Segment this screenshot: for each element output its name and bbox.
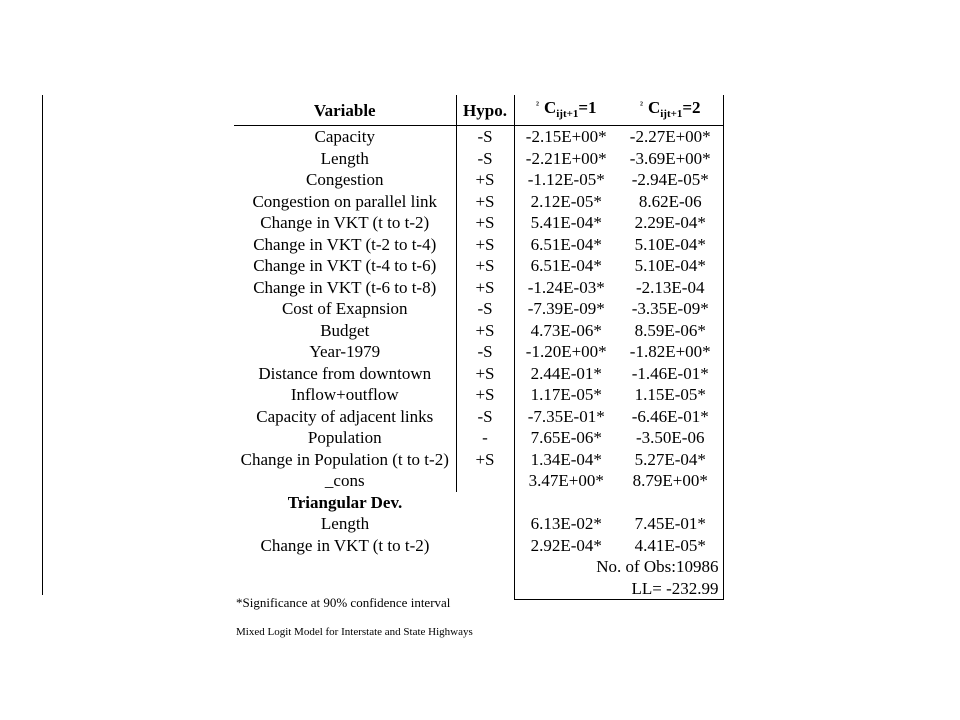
triangular-hypo xyxy=(456,513,514,535)
header-hypo: Hypo. xyxy=(456,95,514,126)
hypo-cell: +S xyxy=(456,191,514,213)
table-row xyxy=(234,148,723,170)
coef-1-cell: 1.34E-04* xyxy=(514,449,618,471)
variable-cell: Congestion xyxy=(306,170,384,190)
log-likelihood: LL= -232.99 xyxy=(514,578,723,600)
hypo-cell: +S xyxy=(456,255,514,277)
hypo-cell: -S xyxy=(456,298,514,320)
table-row xyxy=(234,427,723,449)
header-variable: Variable xyxy=(234,95,456,126)
coef-1-cell: -7.35E-01* xyxy=(514,406,618,428)
header-model-2-sub: ijt+1 xyxy=(660,108,683,120)
variable-cell: Year-1979 xyxy=(309,342,381,362)
coef-1-cell: 6.51E-04* xyxy=(514,234,618,256)
coef-1-cell: 7.65E-06* xyxy=(514,427,618,449)
table-body xyxy=(234,126,723,492)
table-row xyxy=(234,234,723,256)
hypo-cell: +S xyxy=(456,169,514,191)
coef-2-cell: 8.79E+00* xyxy=(618,470,723,492)
triangular-heading: Triangular Dev. xyxy=(287,492,403,512)
coef-1-cell: 6.51E-04* xyxy=(514,255,618,277)
coef-2-cell: -3.69E+00* xyxy=(618,148,723,170)
ll-blank-hypo xyxy=(456,578,514,600)
table-row xyxy=(234,277,723,299)
table-row xyxy=(234,191,723,213)
table-header-row xyxy=(234,95,723,126)
hypo-cell: -S xyxy=(456,148,514,170)
variable-cell: Cost of Exapnsion xyxy=(281,299,408,319)
hypo-cell: +S xyxy=(456,234,514,256)
variable-cell: Distance from downtown xyxy=(258,363,432,383)
triangular-coef-2: 7.45E-01* xyxy=(618,513,723,535)
coef-1-cell: 3.47E+00* xyxy=(514,470,618,492)
coef-2-cell: 1.15E-05* xyxy=(618,384,723,406)
coef-2-cell: -2.27E+00* xyxy=(618,126,723,148)
variable-cell: Change in Population (t to t-2) xyxy=(240,449,449,469)
triangular-heading-c2 xyxy=(618,492,723,514)
coef-2-cell: -6.46E-01* xyxy=(618,406,723,428)
coef-2-cell: -2.94E-05* xyxy=(618,169,723,191)
table-row xyxy=(234,212,723,234)
coef-2-cell: -1.46E-01* xyxy=(618,363,723,385)
header-model-2-sup: ² xyxy=(639,100,643,111)
coef-1-cell: -1.24E-03* xyxy=(514,277,618,299)
header-model-1-sup: ² xyxy=(535,100,539,111)
triangular-coef-1: 6.13E-02* xyxy=(514,513,618,535)
coef-2-cell: 5.10E-04* xyxy=(618,234,723,256)
triangular-variable: Length xyxy=(320,514,370,534)
hypo-cell: -S xyxy=(456,341,514,363)
coef-2-cell: 8.59E-06* xyxy=(618,320,723,342)
table-row xyxy=(234,298,723,320)
coef-1-cell: -2.21E+00* xyxy=(514,148,618,170)
coef-2-cell: -3.50E-06 xyxy=(618,427,723,449)
model-caption: Mixed Logit Model for Interstate and State Highways xyxy=(236,626,473,638)
table-row xyxy=(234,406,723,428)
header-model-1-suffix: =1 xyxy=(578,98,597,117)
hypo-cell: - xyxy=(456,427,514,449)
triangular-variable: Change in VKT (t to t-2) xyxy=(260,535,430,555)
triangular-row xyxy=(234,513,723,535)
hypo-cell: +S xyxy=(456,277,514,299)
hypo-cell: +S xyxy=(456,363,514,385)
header-model-1-prefix: C xyxy=(543,98,557,117)
variable-cell: Change in VKT (t-4 to t-6) xyxy=(253,256,437,276)
hypo-cell xyxy=(456,470,514,492)
triangular-row xyxy=(234,535,723,557)
table-row xyxy=(234,126,723,148)
triangular-heading-hypo xyxy=(456,492,514,514)
hypo-cell: -S xyxy=(456,126,514,148)
table-row xyxy=(234,363,723,385)
coef-2-cell: 8.62E-06 xyxy=(618,191,723,213)
coef-1-cell: -1.20E+00* xyxy=(514,341,618,363)
results-table-container xyxy=(234,95,723,600)
table-row xyxy=(234,169,723,191)
coef-1-cell: 4.73E-06* xyxy=(514,320,618,342)
triangular-heading-row xyxy=(234,492,723,514)
triangular-coef-2: 4.41E-05* xyxy=(618,535,723,557)
coef-2-cell: -1.82E+00* xyxy=(618,341,723,363)
variable-cell: Capacity xyxy=(314,127,375,147)
obs-count: No. of Obs:10986 xyxy=(514,556,723,578)
variable-cell: Inflow+outflow xyxy=(290,385,399,405)
table-row xyxy=(234,255,723,277)
variable-cell: Capacity of adjacent links xyxy=(256,406,434,426)
left-border-line xyxy=(42,95,43,595)
table-row xyxy=(234,449,723,471)
coef-1-cell: -1.12E-05* xyxy=(514,169,618,191)
triangular-heading-c1 xyxy=(514,492,618,514)
coef-1-cell: 5.41E-04* xyxy=(514,212,618,234)
variable-cell: Population xyxy=(307,428,382,448)
table-row xyxy=(234,384,723,406)
triangular-hypo xyxy=(456,535,514,557)
variable-cell: Budget xyxy=(320,320,370,340)
variable-cell: Change in VKT (t to t-2) xyxy=(260,213,430,233)
header-model-1-sub: ijt+1 xyxy=(556,108,579,120)
table-row xyxy=(234,341,723,363)
coef-2-cell: 2.29E-04* xyxy=(618,212,723,234)
header-model-2-suffix: =2 xyxy=(682,98,701,117)
hypo-cell: -S xyxy=(456,406,514,428)
variable-cell: Change in VKT (t-2 to t-4) xyxy=(253,234,437,254)
coef-2-cell: 5.27E-04* xyxy=(618,449,723,471)
variable-cell: Congestion on parallel link xyxy=(252,191,438,211)
header-model-2 xyxy=(618,95,723,126)
header-model-1 xyxy=(514,95,618,126)
obs-row xyxy=(234,556,723,578)
hypo-cell: +S xyxy=(456,449,514,471)
table-row xyxy=(234,320,723,342)
coef-2-cell: -2.13E-04 xyxy=(618,277,723,299)
coef-2-cell: 5.10E-04* xyxy=(618,255,723,277)
variable-cell: Length xyxy=(320,148,369,168)
obs-blank-hypo xyxy=(456,556,514,578)
variable-cell: _cons xyxy=(324,471,365,491)
hypo-cell: +S xyxy=(456,320,514,342)
hypo-cell: +S xyxy=(456,212,514,234)
triangular-section xyxy=(234,492,723,600)
coef-1-cell: 1.17E-05* xyxy=(514,384,618,406)
coef-1-cell: 2.12E-05* xyxy=(514,191,618,213)
obs-blank-var xyxy=(234,556,456,578)
coef-1-cell: -2.15E+00* xyxy=(514,126,618,148)
triangular-coef-1: 2.92E-04* xyxy=(514,535,618,557)
hypo-cell: +S xyxy=(456,384,514,406)
coef-1-cell: 2.44E-01* xyxy=(514,363,618,385)
coef-2-cell: -3.35E-09* xyxy=(618,298,723,320)
coef-1-cell: -7.39E-09* xyxy=(514,298,618,320)
significance-note: *Significance at 90% confidence interval xyxy=(236,595,451,610)
table-row xyxy=(234,470,723,492)
variable-cell: Change in VKT (t-6 to t-8) xyxy=(253,277,437,297)
results-table xyxy=(234,95,724,600)
header-model-2-prefix: C xyxy=(647,98,661,117)
